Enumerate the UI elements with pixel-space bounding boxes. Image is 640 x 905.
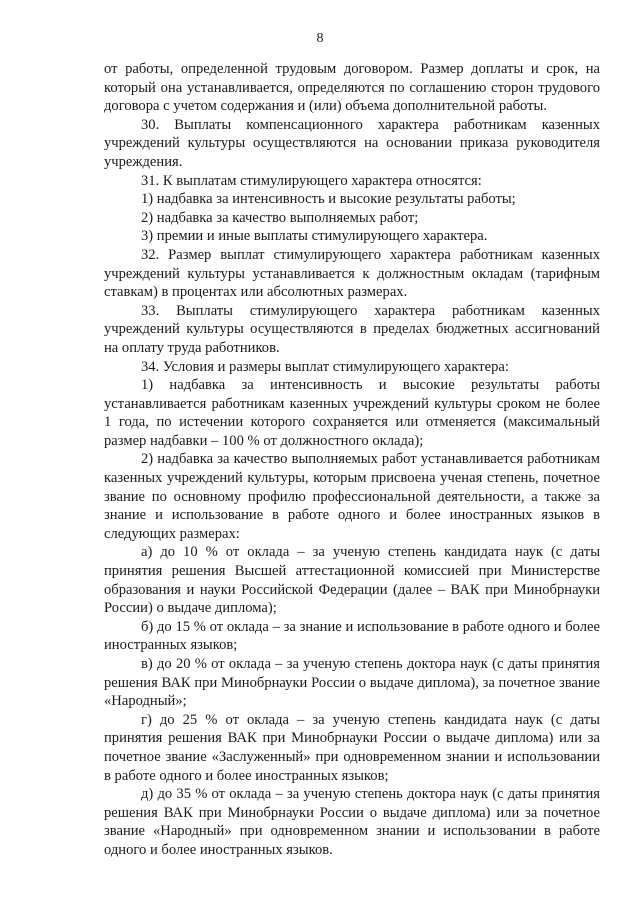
list-item-34-2: 2) надбавка за качество выполняемых работ устанавливается работникам казенных учреждений культуры, которым присвоена ученая степень, почетное звание по основному профилю профессиональной деятельности, а также за знание и использование в работе одного и более иностранных языков в следующих размерах: (104, 451, 600, 542)
sub-item-a: а) до 10 % от оклада – за ученую степень кандидата наук (с даты принятия решения Высшей аттестационной комиссией при Министерстве образования и науки Российской Федерации (далее – ВАК при Минобрнауки России) о выдаче диплома); (104, 544, 600, 617)
document-body (104, 60, 600, 860)
sub-item-g: г) до 25 % от оклада – за ученую степень кандидата наук (с даты принятия решения ВАК при Минобрнауки России о выдаче диплома) или за почетное звание «Заслуженный» при одновременном знании и использовании в работе одного и более иностранных языков; (104, 711, 600, 784)
list-item-34-1: 1) надбавка за интенсивность и высокие результаты работы устанавливается работникам казенных учреждений культуры сроком не более 1 года, по истечении которого сохраняется или отменяется (максимальный размер надбавки – 100 % от должностного оклада); (104, 377, 600, 449)
paragraph-34: 34. Условия и размеры выплат стимулирующего характера: (141, 358, 509, 375)
paragraph-30: 30. Выплаты компенсационного характера работникам казенных учреждений культуры осуществляются на основании приказа руководителя учреждения. (104, 116, 600, 170)
page-number: 8 (316, 31, 324, 46)
list-item-31-2: 2) надбавка за качество выполняемых работ; (141, 209, 419, 226)
list-item-31-1: 1) надбавка за интенсивность и высокие результаты работы; (141, 191, 516, 208)
sub-item-v: в) до 20 % от оклада – за ученую степень доктора наук (с даты принятия решения ВАК при Минобрнауки России о выдаче диплома), за почетное звание «Народный»; (104, 656, 600, 710)
paragraph-32: 32. Размер выплат стимулирующего характера работникам казенных учреждений культуры устанавливается к должностным окладам (тарифным ставкам) в процентах или абсолютных размерах. (104, 246, 600, 301)
paragraph-continuation: от работы, определенной трудовым договором. Размер доплаты и срок, на который она устанавливается, определяются по соглашению сторон трудового договора с учетом содержания и (или) объема дополнительной работы. (104, 61, 600, 115)
sub-item-b: б) до 15 % от оклада – за знание и использование в работе одного и более иностранных языков; (104, 618, 600, 654)
sub-item-d: д) до 35 % от оклада – за ученую степень доктора наук (с даты принятия решения ВАК при Минобрнауки России о выдаче диплома) или за почетное звание «Народный» при одновременном знании и использовании в работе одного и более иностранных языков. (104, 786, 600, 858)
paragraph-31: 31. К выплатам стимулирующего характера относятся: (141, 172, 482, 189)
list-item-31-3: 3) премии и иные выплаты стимулирующего характера. (141, 228, 488, 245)
paragraph-33: 33. Выплаты стимулирующего характера работникам казенных учреждений культуры осуществляются в пределах бюджетных ассигнований на оплату труда работников. (104, 302, 600, 356)
